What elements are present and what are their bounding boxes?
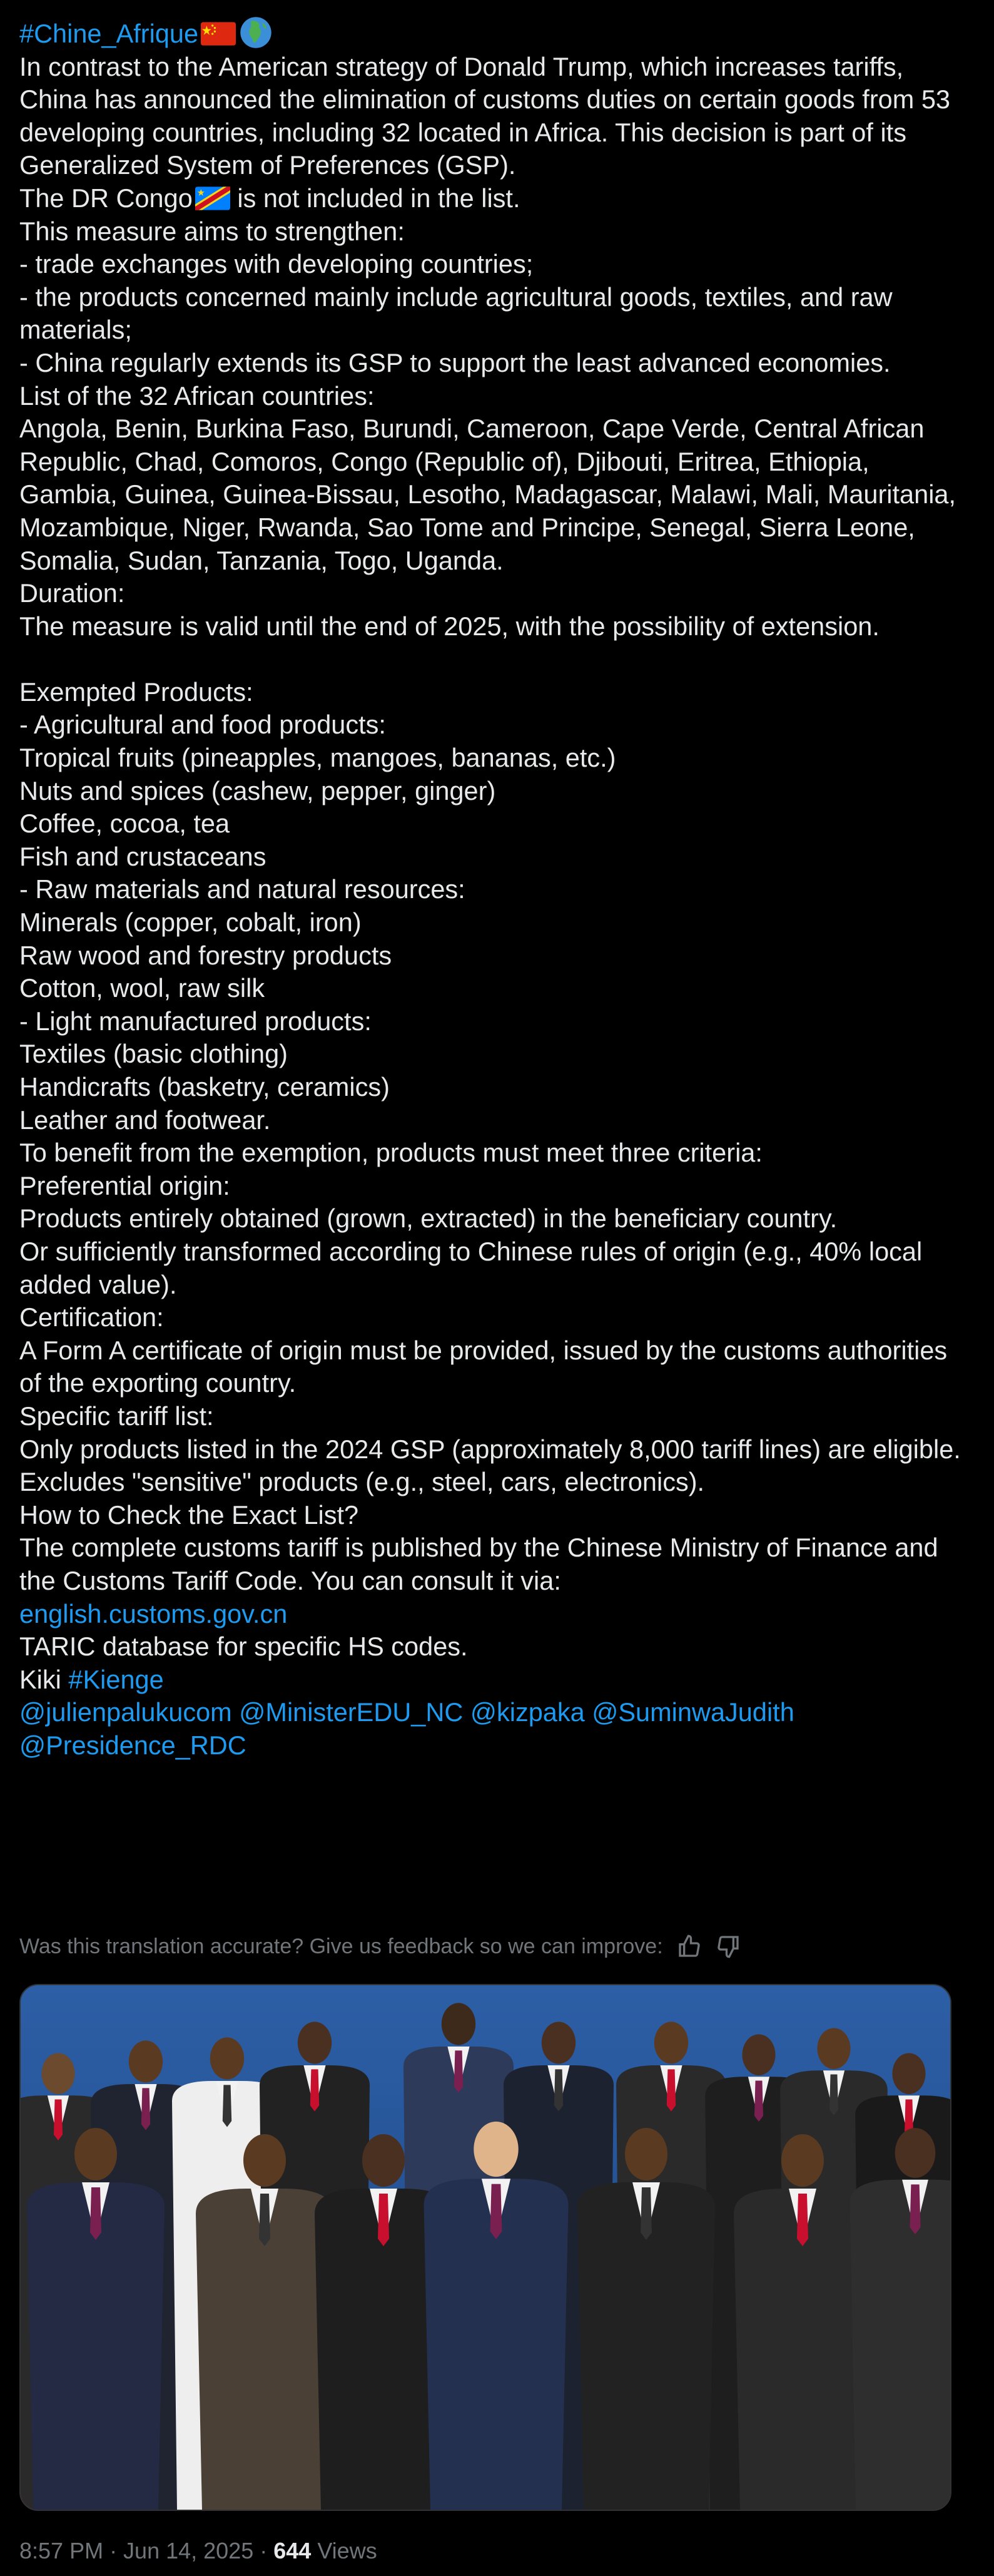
group-photo-image[interactable]	[19, 1984, 951, 2511]
hashtag-kienge[interactable]: #Kienge	[68, 1664, 164, 1694]
hashtag-chine-afrique[interactable]: #Chine_Afrique	[19, 19, 199, 48]
mention-kizpaka[interactable]: @kizpaka	[470, 1697, 585, 1727]
intro-paragraph: In contrast to the American strategy of Donald Trump, which increases tariffs, China has announced the elimination of customs duties on certain goods from 53 developing countries, including 32 located in Africa. This decision is part of its Generalized System of Preferences (GSP).	[19, 51, 950, 180]
china-flag-icon	[201, 22, 236, 46]
group-photo-illustration	[21, 1985, 950, 2510]
timestamp[interactable]: 8:57 PM · Jun 14, 2025 ·	[19, 2538, 274, 2563]
kiki-text: Kiki	[19, 1664, 69, 1694]
tweet-meta	[19, 2538, 377, 2564]
tweet-text	[19, 16, 970, 1762]
customs-link[interactable]: english.customs.gov.cn	[19, 1598, 288, 1628]
drc-before: The DR Congo	[19, 183, 193, 213]
mention-suminwajudith[interactable]: @SuminwaJudith	[592, 1697, 794, 1727]
drc-after: is not included in the list.	[230, 183, 520, 213]
mention-ministeredu-nc[interactable]: @MinisterEDU_NC	[239, 1697, 464, 1727]
feedback-text: Was this translation accurate? Give us feedback so we can improve:	[19, 1934, 663, 1958]
views-label: Views	[311, 2538, 377, 2563]
tweet-body	[19, 16, 970, 1762]
thumbs-down-icon[interactable]	[716, 1934, 741, 1959]
taric-line: TARIC database for specific HS codes.	[19, 1632, 468, 1662]
views-count: 644	[273, 2538, 312, 2563]
person-figure	[850, 2128, 951, 2510]
mention-presidence-rdc[interactable]: @Presidence_RDC	[19, 1730, 246, 1760]
mention-julienpalukucom[interactable]: @julienpalukucom	[19, 1697, 232, 1727]
globe-africa-icon	[240, 16, 272, 49]
main-body: This measure aims to strengthen: - trade exchanges with developing countries; - the products concerned mainly include agricultural goods, textiles, and raw materials; - China regularly extends its GSP to support the least advanced economies. List of the 32 African countries: Angola, Benin, Burkina Faso, Burundi, Cameroon, Cape Verde, Central African Republic, Chad, Comoros, Congo (Republic of), Djibouti, Eritrea, Ethiopia, Gambia, Guinea, Guinea-Bissau, Lesotho, Madagascar, Malawi, Mali, Mauritania, Mozambique, Niger, Rwanda, Sao Tome and Principe, Senegal, Sierra Leone, Somalia, Sudan, Tanzania, Togo, Uganda. Duration: The measure is valid until the end of 2025, with the possibility of extension. Exempted Products: - Agricultural and food products: Tropical fruits (pineapples, mangoes, bananas, etc.) Nuts and spices (cashew, pepper, ginger) Coffee, cocoa, tea Fish and crustaceans - Raw materials and natural resources: Minerals (copper, cobalt, iron) Raw wood and forestry products Cotton, wool, raw silk - Light manufactured products: Textiles (basic clothing) Handicrafts (basketry, ceramics) Leather and footwear. To benefit from the exemption, products must meet three criteria: Preferential origin: Products entirely obtained (grown, extracted) in the beneficiary country. Or sufficiently transformed according to Chinese rules of origin (e.g., 40% local added value). Certification: A Form A certificate of origin must be provided, issued by the customs authorities of the exporting country. Specific tariff list: Only products listed in the 2024 GSP (approximately 8,000 tariff lines) are eligible. Excludes "sensitive" products (e.g., steel, cars, electronics). How to Check the Exact List? The complete customs tariff is published by the Chinese Ministry of Finance and the Customs Tariff Code. You can consult it via:	[19, 216, 961, 1595]
translation-feedback	[19, 1934, 741, 1959]
thumbs-up-icon[interactable]	[677, 1934, 702, 1959]
dr-congo-flag-icon	[195, 187, 230, 210]
